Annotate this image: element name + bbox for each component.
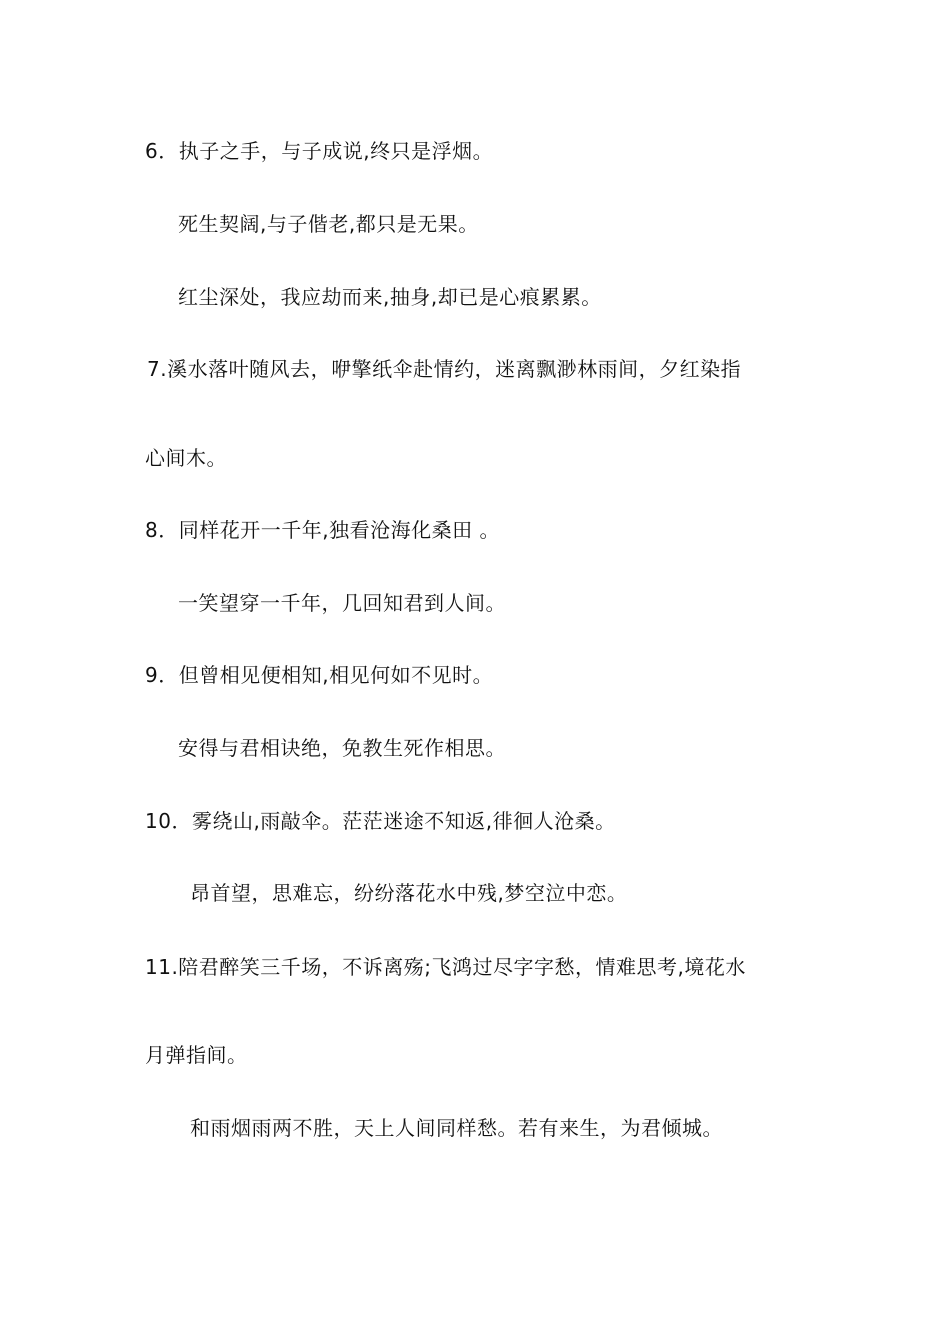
text-line-7b: 心间木。 xyxy=(145,446,227,470)
text-line-9: 9．但曾相见便相知,相见何如不见时。 xyxy=(145,663,494,687)
text-line-6b: 死生契阔,与子偕老,都只是无果。 xyxy=(178,212,479,236)
text-line-9b: 安得与君相诀绝，免教生死作相思。 xyxy=(178,736,506,760)
text-line-11b: 月弹指间。 xyxy=(145,1043,248,1067)
text-line-7: 7.溪水落叶随风去，咿擎纸伞赴情约，迷离飘渺林雨间，夕红染指 xyxy=(147,357,742,381)
text-line-10b: 昂首望，思难忘，纷纷落花水中残,梦空泣中恋。 xyxy=(190,881,628,905)
text-line-6: 6．执子之手，与子成说,终只是浮烟。 xyxy=(145,139,494,163)
text-line-8: 8．同样花开一千年,独看沧海化桑田 。 xyxy=(145,518,500,542)
text-line-6c: 红尘深处，我应劫而来,抽身,却已是心痕累累。 xyxy=(178,285,602,309)
text-line-10: 10．雾绕山,雨敲伞。茫茫迷途不知返,徘徊人沧桑。 xyxy=(145,809,616,833)
text-line-11c: 和雨烟雨两不胜，天上人间同样愁。若有来生，为君倾城。 xyxy=(190,1116,723,1140)
text-line-8b: 一笑望穿一千年，几回知君到人间。 xyxy=(178,591,506,615)
text-line-11: 11.陪君醉笑三千场，不诉离殇;飞鸿过尽字字愁，情难思考,境花水 xyxy=(145,955,746,979)
